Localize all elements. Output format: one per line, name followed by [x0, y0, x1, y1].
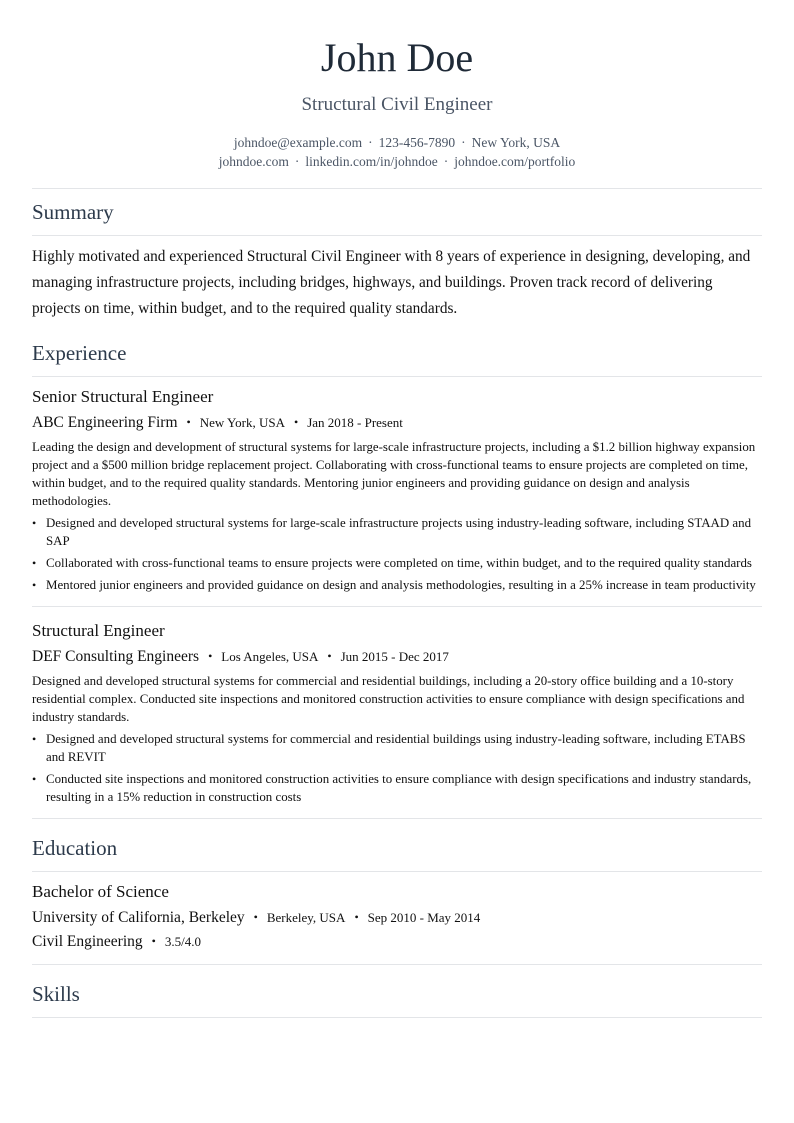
- bullet-icon: •: [32, 732, 37, 746]
- divider: [32, 1017, 762, 1018]
- experience-entry: [32, 377, 762, 606]
- meta-separator: •: [253, 910, 258, 924]
- school-name: University of California, Berkeley: [32, 909, 245, 926]
- bullet-icon: •: [32, 516, 37, 530]
- education-dates: Sep 2010 - May 2014: [367, 910, 481, 925]
- gpa: 3.5/4.0: [164, 934, 201, 949]
- contact-line-1: [32, 133, 762, 152]
- job-title: Structural Engineer: [32, 621, 165, 640]
- bullet-text: Designed and developed structural systems for large-scale infrastructure projects using industry-leading software, including STAAD and SAP: [46, 516, 752, 548]
- job-location: New York, USA: [199, 415, 285, 430]
- section-title-summary: Summary: [32, 200, 114, 224]
- section-title-experience: Experience: [32, 341, 127, 365]
- experience-entry: [32, 607, 762, 818]
- meta-separator: •: [208, 649, 213, 663]
- bullet-text: Collaborated with cross-functional teams to ensure projects were completed on time, within budget, and to the required quality standards: [46, 556, 752, 570]
- degree-title: Bachelor of Science: [32, 882, 169, 901]
- job-dates: Jan 2018 - Present: [307, 415, 403, 430]
- job-description: Designed and developed structural systems for commercial and residential buildings, including a 20-story office building and a 10-story residential complex. Conducted site inspections and monitored construction activities to ensure compliance with design specifications and industry standards.: [32, 674, 745, 724]
- section-title-education: Education: [32, 836, 118, 860]
- bullet-icon: •: [32, 578, 37, 592]
- job-meta: [32, 413, 762, 433]
- meta-separator: •: [327, 649, 332, 663]
- phone-number[interactable]: 123-456-7890: [378, 135, 456, 150]
- linkedin-link[interactable]: linkedin.com/in/johndoe: [305, 154, 438, 169]
- list-item: [32, 554, 762, 572]
- bullet-text: Conducted site inspections and monitored construction activities to ensure compliance with design specifications and industry standards, resulting in a 15% reduction in construction costs: [46, 772, 752, 804]
- list-item: [32, 730, 762, 766]
- candidate-name: John Doe: [320, 35, 474, 80]
- contact-separator: ·: [294, 154, 300, 169]
- website-link[interactable]: johndoe.com: [218, 154, 289, 169]
- school-location: Berkeley, USA: [266, 910, 346, 925]
- job-description: Leading the design and development of structural systems for large-scale infrastructure projects, including a $1.2 billion highway expansion project and a $500 million bridge replacement project. Collaborating with cross-functional teams to ensure projects are completed on time, within budget, and to the required quality standards. Mentoring junior engineers and providing guidance on design and analysis methodologies.: [32, 440, 756, 508]
- education-field-meta: [32, 932, 762, 952]
- section-title-skills: Skills: [32, 982, 80, 1006]
- email-link[interactable]: johndoe@example.com: [233, 135, 363, 150]
- summary-text: Highly motivated and experienced Structural Civil Engineer with 8 years of experience in designing, developing, and managing infrastructure projects, including bridges, highways, and buildings. Proven track record of delivering projects on time, within budget, and to the required quality standards.: [32, 248, 751, 317]
- meta-separator: •: [354, 910, 359, 924]
- education-entry: [32, 872, 762, 964]
- job-location: Los Angeles, USA: [221, 649, 319, 664]
- contact-separator: ·: [461, 135, 466, 150]
- list-item: [32, 770, 762, 806]
- contact-separator: ·: [443, 154, 449, 169]
- company-name: ABC Engineering Firm: [32, 414, 178, 431]
- job-bullets: [32, 730, 762, 806]
- job-title: Senior Structural Engineer: [32, 387, 214, 406]
- list-item: [32, 576, 762, 594]
- bullet-text: Mentored junior engineers and provided guidance on design and analysis methodologies, resulting in a 25% increase in team productivity: [46, 578, 756, 592]
- bullet-text: Designed and developed structural systems for commercial and residential buildings using industry-leading software, including ETABS and REVIT: [46, 732, 746, 764]
- candidate-title: Structural Civil Engineer: [301, 94, 493, 115]
- job-meta: [32, 647, 762, 667]
- location: New York, USA: [471, 135, 561, 150]
- portfolio-link[interactable]: johndoe.com/portfolio: [454, 154, 576, 169]
- meta-separator: •: [293, 415, 299, 429]
- meta-separator: •: [186, 415, 191, 429]
- resume-header: [32, 0, 762, 171]
- divider: [32, 235, 762, 236]
- field-of-study: Civil Engineering: [32, 933, 143, 950]
- job-bullets: [32, 514, 762, 594]
- bullet-icon: •: [32, 556, 37, 570]
- contact-separator: ·: [368, 135, 373, 150]
- education-meta: [32, 908, 762, 928]
- bullet-icon: •: [32, 772, 37, 786]
- list-item: [32, 514, 762, 550]
- job-dates: Jun 2015 - Dec 2017: [340, 649, 449, 664]
- company-name: DEF Consulting Engineers: [32, 648, 200, 665]
- meta-separator: •: [151, 934, 156, 948]
- contact-line-2: [32, 152, 762, 171]
